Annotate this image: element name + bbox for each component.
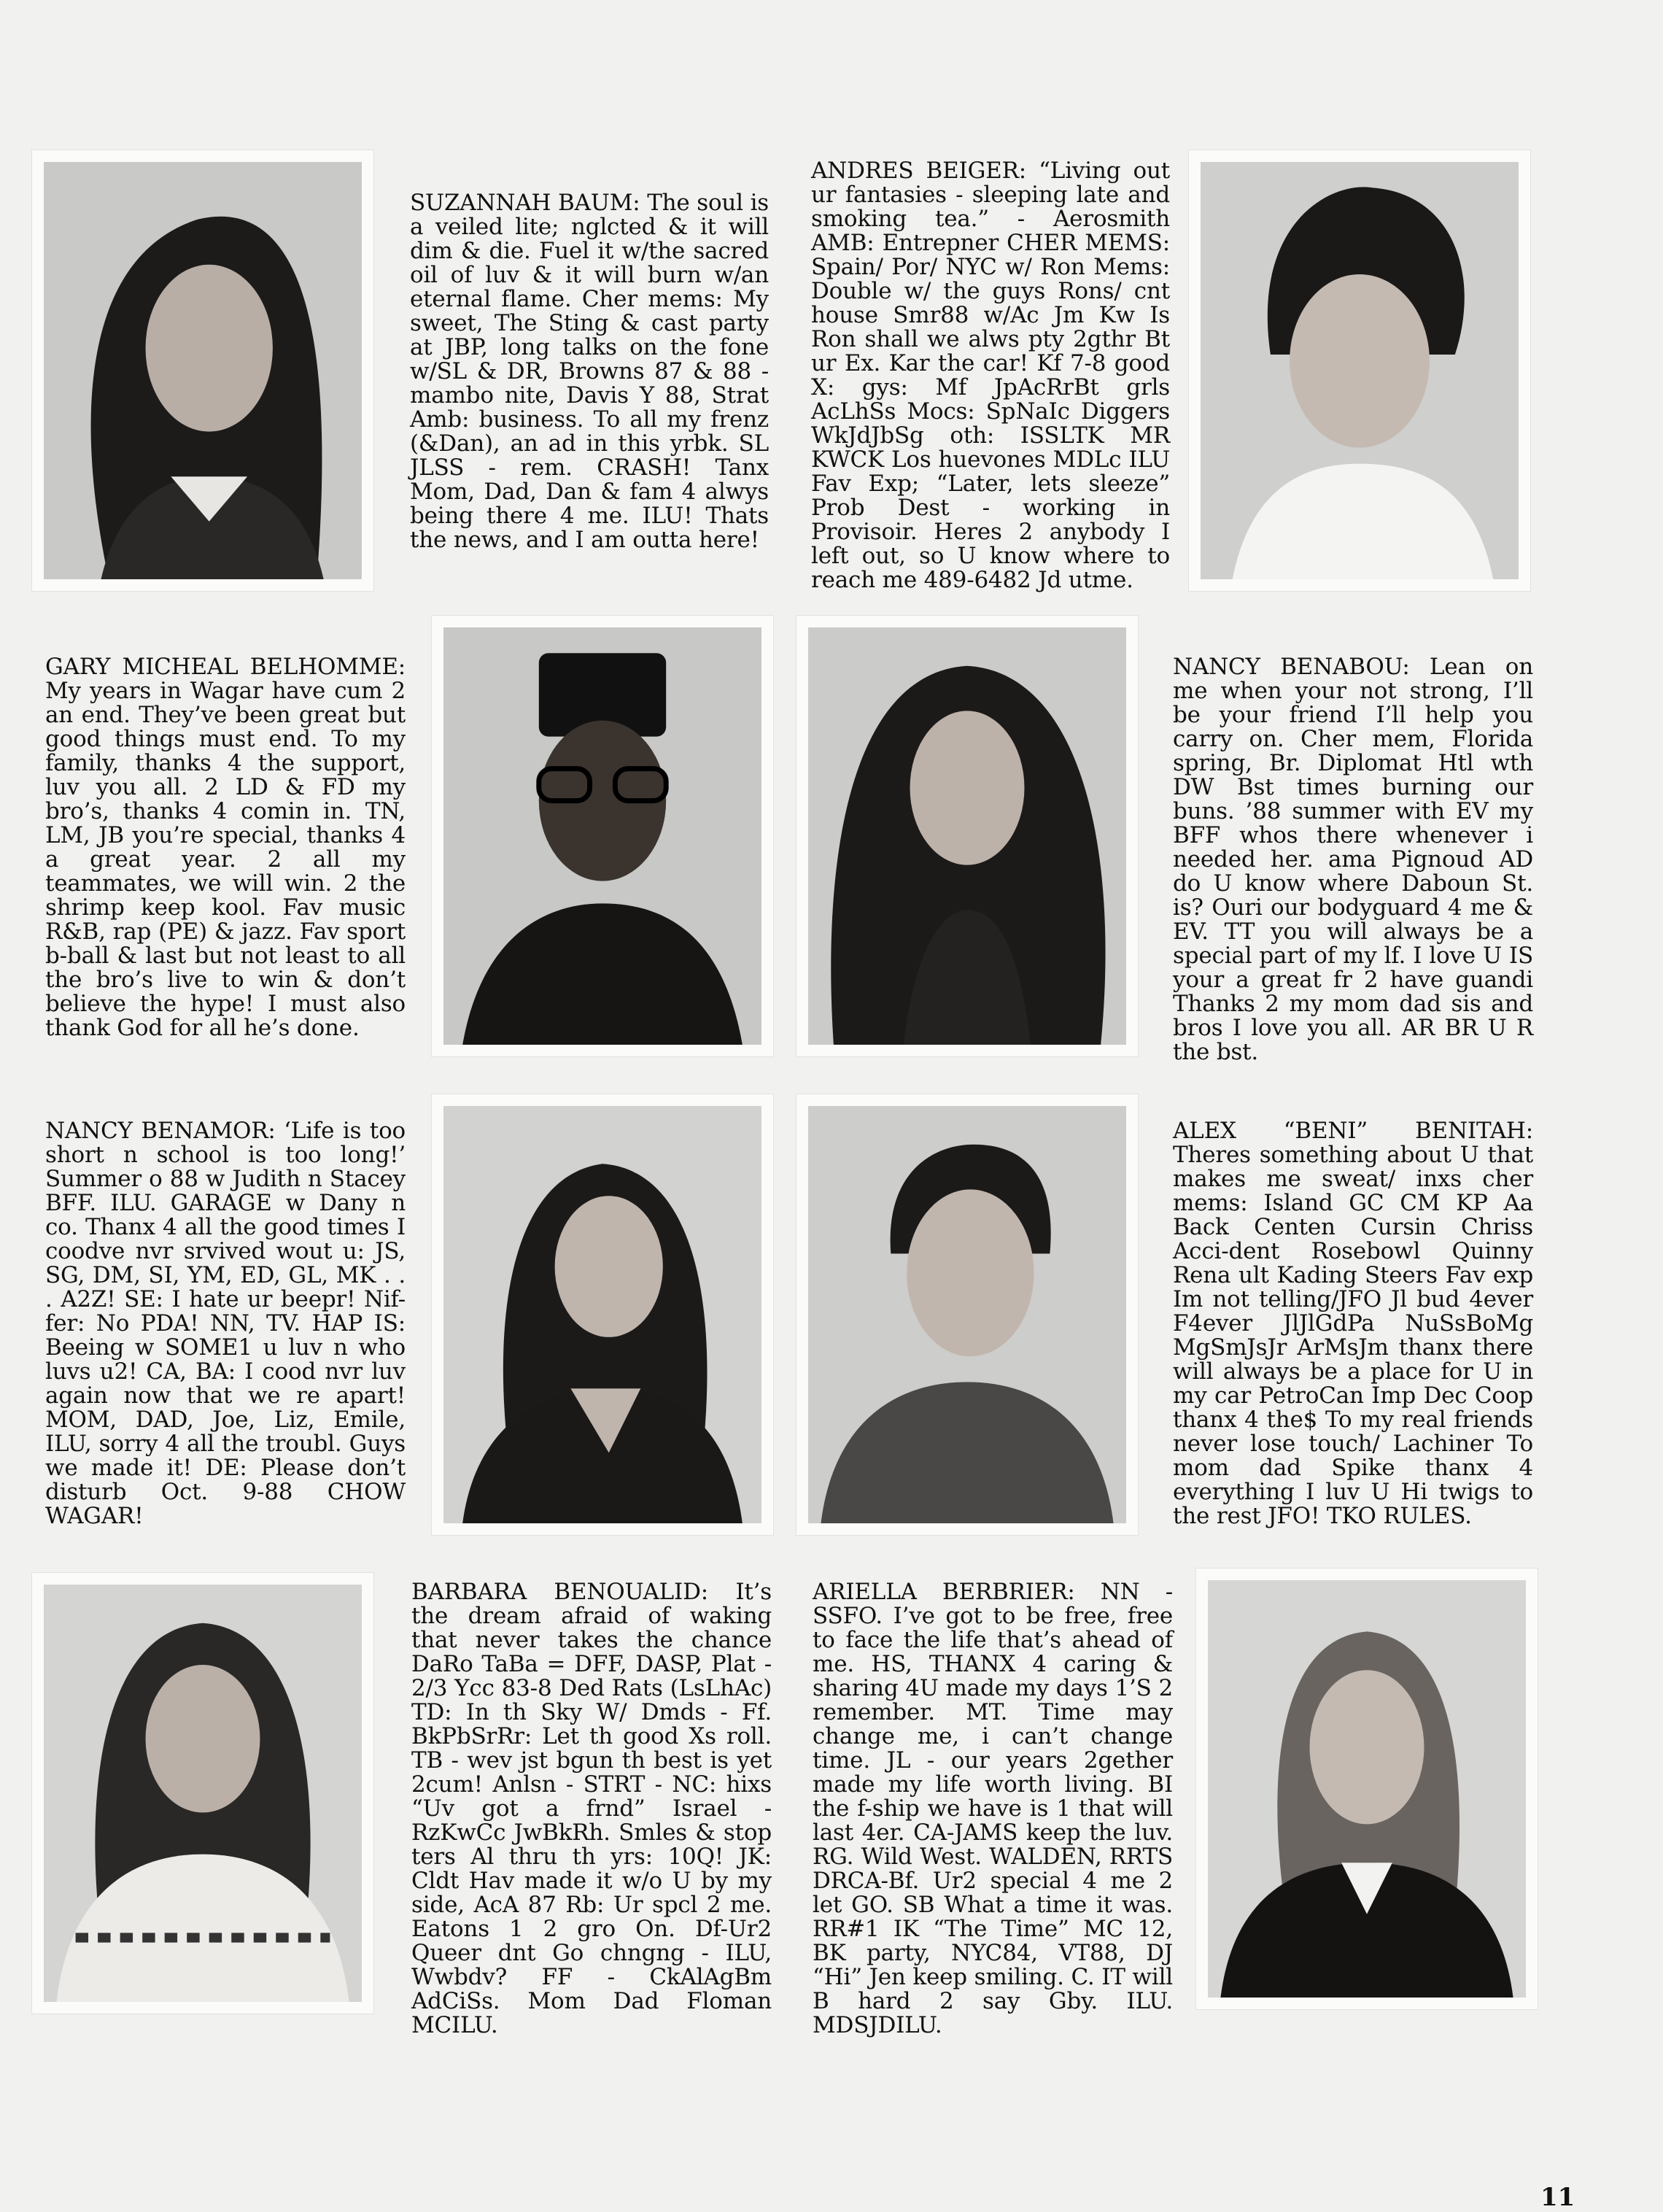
portrait-nancy-benamor (432, 1094, 773, 1535)
blurb-gary-belhomme: GARY MICHEAL BELHOMME: My years in Wagar have cum 2 an end. They’ve been great but good things must end. To my family, thanks 4 the support, luv you all. 2 LD & FD my bro’s, thanks 4 comin in. TN, LM, JB you’re special, thanks 4 a great year. 2 all my teammates, we will win. 2 the shrimp keep kool. Fav music R&B, rap (PE) & jazz. Fav sport b-ball & last but not least to all the bro’s live to win & don’t believe the hype! I must also thank God for all he’s done. (45, 654, 406, 1041)
blurb-nancy-benabou: NANCY BENABOU: Lean on me when your not strong, I’ll be your friend I’ll help you carry on. Cher mem, Florida spring, Br. Diplomat Htl wth DW Bst times burning our buns. ’88 summer with EV my BFF whos there whenever i needed her. ama Pignoud AD do U know where Daboun St. is? Ouri our bodyguard 4 me & EV. TT you will always be a special part of my lf. I love U IS your a great fr 2 have guandi Thanks 2 my mom dad sis and bros I love you all. AR BR U R the bst. (1173, 654, 1533, 1065)
blurb-ariella-berbrier: ARIELLA BERBRIER: NN - SSFO. I’ve got to be free, free to face the life that’s ahead of me. HS, THANX 4 caring & sharing 4U made my days 1’S 2 remember. MT. Time may change me, i can’t change time. JL - our years 2gether made my life worth living. BI the f-ship we have is 1 that will last 4er. CA-JAMS keep the luv. RG. Wild West. WALDEN, RRTS DRCA-Bf. Ur2 special 4 me 2 let GO. SB What a time it was. RR#1 IK “The Time” MC 12, BK party, NYC84, VT88, DJ “Hi” Jen keep smiling. C. IT will B hard 2 say Gby. ILU. MDSJDILU. (813, 1579, 1173, 2038)
portrait-ariella-berbrier (1196, 1569, 1538, 2009)
blurb-andres-beiger: ANDRES BEIGER: “Living out ur fantasies - sleeping late and smoking tea.” - Aerosmith AMB: Entrepner CHER MEMS: Spain/ Por/ NYC w/ Ron Mems: Double w/ the guys Rons/ cnt house Smr88 w/Ac Jm Kw Is Ron shall we alws pty 2gthr Bt ur Ex. Kar the car! Kf 7-8 good X: gys: Mf JpAcRrBt grls AcLhSs Mocs: SpNaIc Diggers WkJdJbSg oth: ISSLTK MR KWCK Los huevones MDLc ILU Fav Exp; “Later, lets sleeze” Prob Dest - working in Provisoir. Heres 2 anybody I left out, so U know where to reach me 489-6482 Jd utme. (811, 158, 1170, 593)
portrait-gary-belhomme (432, 616, 773, 1056)
blurb-nancy-benamor: NANCY BENAMOR: ‘Life is too short n school is too long!’ Summer o 88 w Judith n Stacey BFF. ILU. GARAGE w Dany n co. Thanx 4 all the good times I coodve nvr srvived wout u: JS, SG, DM, SI, YM, ED, GL, MK . . . A2Z! SE: I hate ur beepr! Nif-fer: No PDA! NN, TV. HAP IS: Beeing w SOME1 u luv n who luvs u2! CA, BA: I cood nvr luv again now that we re apart! MOM, DAD, Joe, Liz, Emile, ILU, sorry 4 all the troubl. Guys we made it! DE: Please don’t disturb Oct. 9-88 CHOW WAGAR! (45, 1118, 406, 1529)
portrait-barbara-benoualid (32, 1573, 373, 2014)
portrait-nancy-benabou (796, 616, 1138, 1056)
blurb-suzannah-baum: SUZANNAH BAUM: The soul is a veiled lite; nglcted & it will dim & die. Fuel it w/the sacred oil of luv & it will burn w/an eternal flame. Cher mems: My sweet, The Sting & cast party at JBP, long talks on the fone w/SL & DR, Browns 87 & 88 - mambo nite, Davis Y 88, Strat Amb: business. To all my frenz (&Dan), an ad in this yrbk. SL JLSS - rem. CRASH! Tanx Mom, Dad, Dan & fam 4 alwys being there 4 me. ILU! Thats the news, and I am outta here! (410, 190, 769, 553)
page-number: 11 (1540, 2183, 1575, 2212)
blurb-alex-benitah: ALEX “BENI” BENITAH: Theres something about U that makes me sweat/ inxs cher mems: Island GC CM KP Aa Back Centen Cursin Chriss Acci-dent Rosebowl Quinny Rena ult Kading Steers Fav exp Im not telling/JFO Jl bud 4ever F4ever JlJlGdPa NuSsBoMg MgSmJsJr ArMsJm thanx there will always be a place for U in my car PetroCan Imp Dec Coop thanx 4 the$ To my real friends never lose touch/ Lachiner To mom dad Spike thanx 4 everything I luv U Hi twigs to the rest JFO! TKO RULES. (1173, 1118, 1533, 1529)
portrait-alex-benitah (796, 1094, 1138, 1535)
portrait-andres-beiger (1189, 150, 1530, 591)
blurb-barbara-benoualid: BARBARA BENOUALID: It’s the dream afraid of waking that never takes the chance DaRo TaBa = DFF, DASP, Plat - 2/3 Ycc 83-8 Ded Rats (LsLhAc) TD: In th Sky W/ Dmds - Ff. BkPbSrRr: Let th good Xs roll. TB - wev jst bgun th best is yet 2cum! Anlsn - STRT - NC: hixs “Uv got a frnd” Israel - RzKwCc JwBkRh. Smles & stop ters Al thru th yrs: 10Q! JK: Cldt Hav made it w/o U by my side, AcA 87 Rb: Ur spcl 2 me. Eatons 1 2 gro On. Df-Ur2 Queer dnt Go chngng - ILU, Wwbdv? FF - CkAlAgBm AdCiSs. Mom Dad Floman MCILU. (411, 1579, 772, 2038)
portrait-suzannah-baum (32, 150, 373, 591)
